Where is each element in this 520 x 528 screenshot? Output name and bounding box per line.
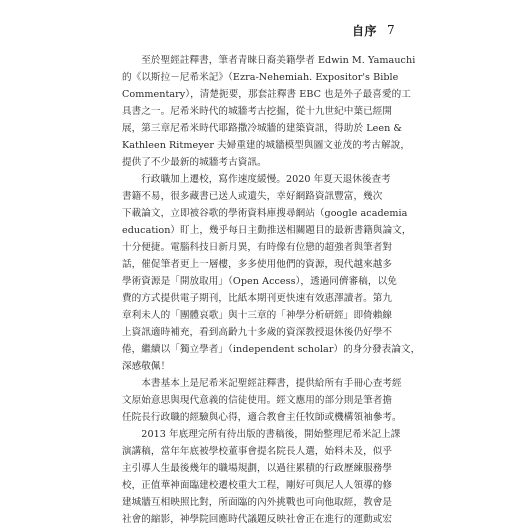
text-line: education）盯上，幾乎每日主動推送相關題目的最新書籍與論文， xyxy=(122,225,412,236)
text-line: 話，催促筆者更上一層樓，多多使用他們的資源，現代越來越多 xyxy=(122,259,393,270)
text-line: 行政職加上遷校，寫作速度緩慢。2020 年夏天退休後查考 xyxy=(122,174,391,185)
text-line: 演講稿，當年年底被學校董事會提名院長人選，始料未及，似乎 xyxy=(122,446,393,457)
text-line: 具書之一。尼希米時代的城牆考古挖掘，從十九世紀中葉已經開 xyxy=(122,106,393,117)
text-line: 校，正值華神面臨建校遷校重大工程，剛好可與尼人人領導的修 xyxy=(122,480,393,491)
text-line: 建城牆互相映照比對，所面臨的內外挑戰也可向他取經，教會是 xyxy=(122,497,393,508)
text-line: 深感敬佩！ xyxy=(122,361,171,372)
text-line: 文原始意思與現代意義的信徒使用。經文應用的部分則是筆者擔 xyxy=(122,395,393,406)
text-line: 的《以斯拉－尼希米記》（Ezra-Nehemiah. Expositor's Bible xyxy=(122,72,399,83)
text-line: 至於聖經註釋書，筆者青睞日裔美籍學者 Edwin M. Yamauchi xyxy=(122,55,416,66)
page-number: 7 xyxy=(387,23,395,37)
text-line: 十分便捷。電腦科技日新月異，有時像有位戀的超強者與筆者對 xyxy=(122,242,393,253)
paragraph-background xyxy=(122,426,426,528)
section-title: 自序 xyxy=(352,23,378,38)
text-line: 費的方式提供電子期刊，比紙本期刊更快速有效惠澤讀者。第九 xyxy=(122,293,393,304)
running-head xyxy=(352,22,472,38)
text-line: 2013 年底理完所有待出版的書稿後，開始整理尼希米記上課 xyxy=(122,429,401,440)
text-line: 學術資源是「開放取用」（Open Access），透過同儕審稿，以免 xyxy=(122,276,397,287)
text-line: 展，第三章尼希米時代耶路撒冷城牆的建築資訊，得助於 Leen & xyxy=(122,123,402,134)
text-line: 社會的縮影，神學院回應時代議題反映社會正在進行的運動或宏 xyxy=(122,514,393,525)
text-line: 主引導人生最後幾年的職場規劃，以過往累積的行政歷練服務學 xyxy=(122,463,393,474)
body-text xyxy=(122,52,426,528)
text-line: 下載論文，立即被谷歌的學術資料庫搜尋網站（google academia xyxy=(122,208,408,219)
text-line: 任院長行政職的經驗與心得，適合教會主任牧師或機構領袖參考。 xyxy=(122,412,402,423)
text-line: Kathleen Ritmeyer 夫婦重建的城牆模型與圖文並茂的考古解說， xyxy=(122,140,411,151)
text-line: 書籍不易，很多藏書已送人或遺失，幸好網路資訊豐富，幾次 xyxy=(122,191,383,202)
text-line: 本書基本上是尼希米記聖經註釋書，提供給所有手冊心查考經 xyxy=(122,378,402,389)
text-line: 提供了不少最新的城牆考古資訊。 xyxy=(122,157,267,168)
paragraph-online-resources xyxy=(122,171,426,375)
text-line: 上資訊適時補充，看到高齡九十多歲的資深教授退休後仍好學不 xyxy=(122,327,393,338)
text-line: 章利未人的「團體哀歌」與十三章的「神學分析研經」即倚賴線 xyxy=(122,310,393,321)
text-line: 倦，繼續以「獨立學者」（independent scholar）的身分發表論文， xyxy=(122,344,421,355)
text-line: Commentary），清楚扼要，那套註釋書 EBC 也是外子最喜愛的工 xyxy=(122,89,411,100)
paragraph-book-purpose xyxy=(122,375,426,426)
paragraph-commentary-sources xyxy=(122,52,426,171)
